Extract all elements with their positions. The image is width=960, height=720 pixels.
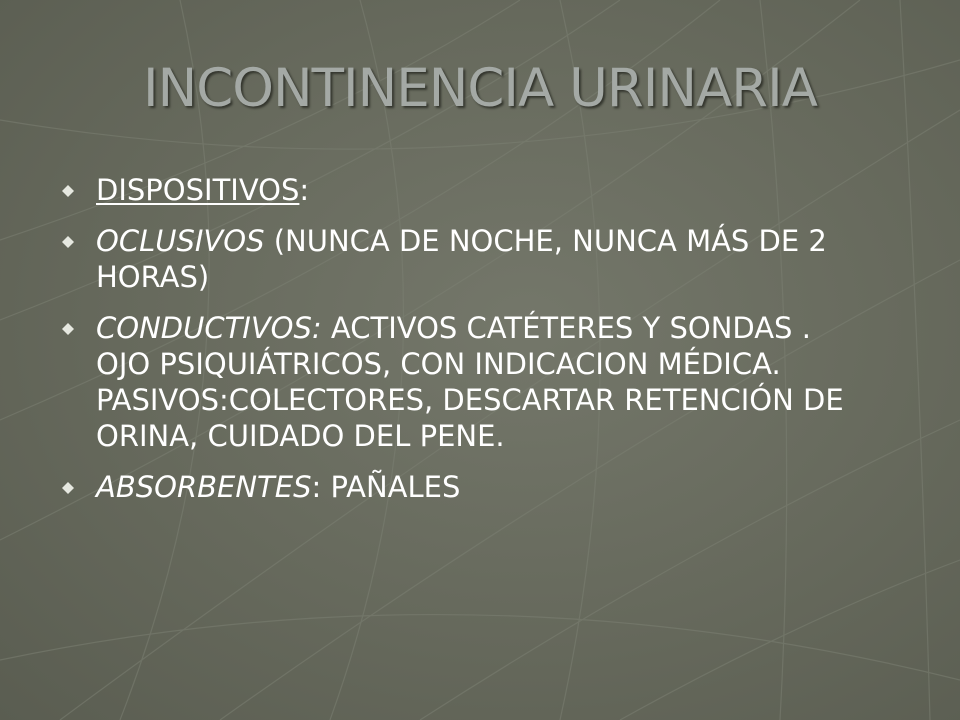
diamond-bullet-icon — [62, 482, 74, 494]
bullet-lead-text: ABSORBENTES — [96, 470, 312, 504]
bullet-rest-text: : — [299, 173, 310, 207]
bullet-lead-text: CONDUCTIVOS: — [96, 311, 322, 345]
bullet-lead-text: DISPOSITIVOS — [96, 173, 300, 207]
bullet-rest-text: (NUNCA DE NOCHE, NUNCA MÁS DE 2 HORAS) — [96, 224, 827, 294]
bullet-item-dispositivos — [58, 172, 858, 208]
bullet-item-conductivos — [58, 310, 858, 454]
bullet-lead-text: OCLUSIVOS — [96, 224, 265, 258]
bullet-rest-text: ACTIVOS CATÉTERES Y SONDAS . OJO PSIQUIÁTRICOS, CON INDICACION MÉDICA. PASIVOS:COLECTORES, DESCARTAR RETENCIÓN DE ORINA, CUIDADO DEL PENE. — [96, 311, 844, 453]
bullet-rest-text: : PAÑALES — [311, 470, 461, 504]
diamond-bullet-icon — [62, 323, 74, 335]
bullet-item-oclusivos — [58, 223, 858, 295]
diamond-bullet-icon — [62, 236, 74, 248]
slide-title: INCONTINENCIA URINARIA — [142, 58, 818, 119]
diamond-bullet-icon — [62, 185, 74, 197]
bullet-list — [58, 172, 858, 520]
bullet-item-absorbentes — [58, 469, 858, 505]
